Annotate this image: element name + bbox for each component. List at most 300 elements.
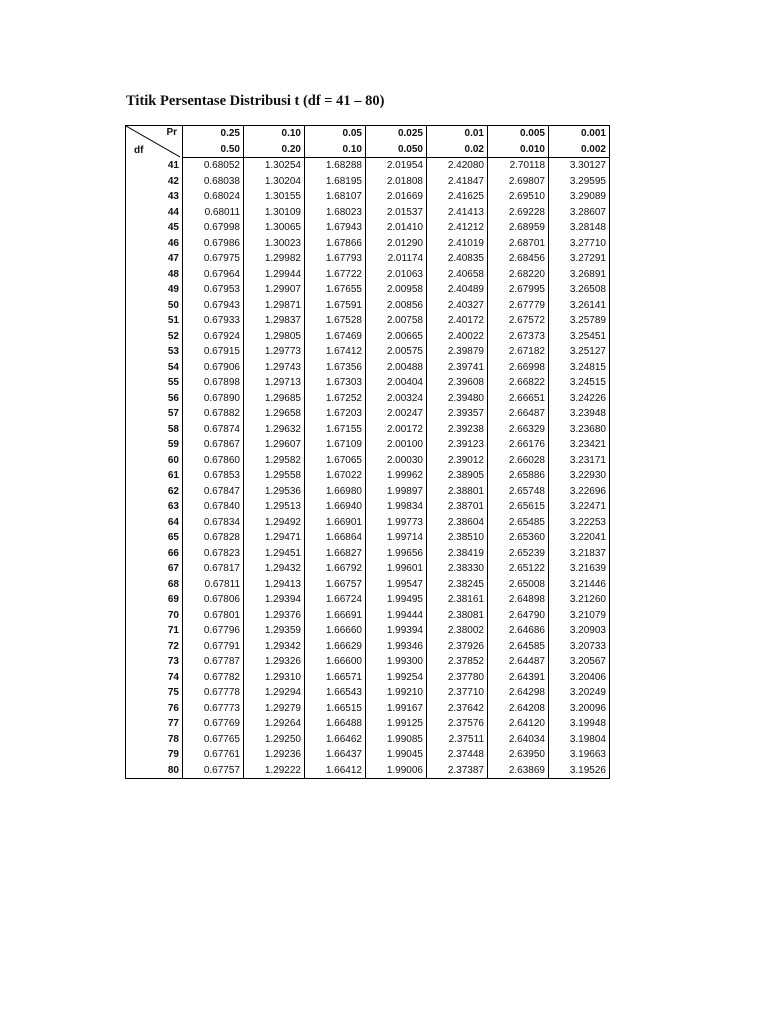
- value-cell: 1.30204: [244, 174, 305, 190]
- table-row: [126, 158, 610, 174]
- value-cell: 2.70118: [488, 158, 549, 174]
- value-cell: 2.00958: [366, 282, 427, 298]
- value-cell: 1.66543: [305, 685, 366, 701]
- value-cell: 2.63869: [488, 763, 549, 779]
- df-cell: 60: [126, 453, 183, 469]
- value-cell: 2.68701: [488, 236, 549, 252]
- df-cell: 67: [126, 561, 183, 577]
- value-cell: 3.22253: [549, 515, 610, 531]
- df-cell: 75: [126, 685, 183, 701]
- value-cell: 2.40489: [427, 282, 488, 298]
- value-cell: 1.67065: [305, 453, 366, 469]
- page-title: Titik Persentase Distribusi t (df = 41 – 80): [126, 93, 385, 109]
- value-cell: 1.66660: [305, 623, 366, 639]
- value-cell: 0.67953: [183, 282, 244, 298]
- value-cell: 2.01290: [366, 236, 427, 252]
- df-cell: 58: [126, 422, 183, 438]
- value-cell: 1.29451: [244, 546, 305, 562]
- value-cell: 2.38330: [427, 561, 488, 577]
- df-cell: 51: [126, 313, 183, 329]
- table-row: [126, 499, 610, 515]
- table-row: [126, 546, 610, 562]
- value-cell: 2.38905: [427, 468, 488, 484]
- value-cell: 3.26141: [549, 298, 610, 314]
- table-row: [126, 251, 610, 267]
- value-cell: 2.39012: [427, 453, 488, 469]
- value-cell: 2.39741: [427, 360, 488, 376]
- value-cell: 3.20096: [549, 701, 610, 717]
- table-row: [126, 530, 610, 546]
- table-body: [126, 158, 610, 779]
- value-cell: 0.67782: [183, 670, 244, 686]
- value-cell: 1.67943: [305, 220, 366, 236]
- value-cell: 1.29326: [244, 654, 305, 670]
- value-cell: 1.29250: [244, 732, 305, 748]
- value-cell: 2.64034: [488, 732, 549, 748]
- value-cell: 2.65615: [488, 499, 549, 515]
- value-cell: 2.64898: [488, 592, 549, 608]
- value-cell: 1.67109: [305, 437, 366, 453]
- df-cell: 42: [126, 174, 183, 190]
- value-cell: 1.99444: [366, 608, 427, 624]
- table-row: [126, 763, 610, 779]
- table-row: [126, 375, 610, 391]
- value-cell: 1.29982: [244, 251, 305, 267]
- df-cell: 78: [126, 732, 183, 748]
- value-cell: 1.66515: [305, 701, 366, 717]
- value-cell: 2.01063: [366, 267, 427, 283]
- value-cell: 2.01174: [366, 251, 427, 267]
- value-cell: 3.25127: [549, 344, 610, 360]
- value-cell: 1.67022: [305, 468, 366, 484]
- value-cell: 2.42080: [427, 158, 488, 174]
- table-row: [126, 236, 610, 252]
- value-cell: 2.66998: [488, 360, 549, 376]
- value-cell: 2.69510: [488, 189, 549, 205]
- value-cell: 3.19663: [549, 747, 610, 763]
- value-cell: 3.29595: [549, 174, 610, 190]
- value-cell: 3.26891: [549, 267, 610, 283]
- value-cell: 3.24515: [549, 375, 610, 391]
- value-cell: 1.30254: [244, 158, 305, 174]
- df-cell: 76: [126, 701, 183, 717]
- value-cell: 1.29413: [244, 577, 305, 593]
- value-cell: 1.30155: [244, 189, 305, 205]
- value-cell: 1.66412: [305, 763, 366, 779]
- table-row: [126, 205, 610, 221]
- value-cell: 1.29944: [244, 267, 305, 283]
- value-cell: 2.65485: [488, 515, 549, 531]
- header-one-tail-cell: 0.005: [488, 126, 549, 142]
- value-cell: 2.68220: [488, 267, 549, 283]
- value-cell: 1.68107: [305, 189, 366, 205]
- value-cell: 2.38002: [427, 623, 488, 639]
- table-row: [126, 282, 610, 298]
- df-cell: 72: [126, 639, 183, 655]
- value-cell: 2.39123: [427, 437, 488, 453]
- value-cell: 1.68195: [305, 174, 366, 190]
- value-cell: 0.68024: [183, 189, 244, 205]
- table-row: [126, 329, 610, 345]
- value-cell: 3.21639: [549, 561, 610, 577]
- df-cell: 53: [126, 344, 183, 360]
- value-cell: 0.67906: [183, 360, 244, 376]
- value-cell: 2.38701: [427, 499, 488, 515]
- value-cell: 1.66691: [305, 608, 366, 624]
- value-cell: 0.68011: [183, 205, 244, 221]
- value-cell: 0.67924: [183, 329, 244, 345]
- value-cell: 2.66651: [488, 391, 549, 407]
- value-cell: 1.29907: [244, 282, 305, 298]
- value-cell: 3.19804: [549, 732, 610, 748]
- value-cell: 2.00324: [366, 391, 427, 407]
- value-cell: 0.67898: [183, 375, 244, 391]
- table-row: [126, 468, 610, 484]
- value-cell: 3.21079: [549, 608, 610, 624]
- header-one-tail-cell: 0.01: [427, 126, 488, 142]
- value-cell: 3.23680: [549, 422, 610, 438]
- value-cell: 2.00488: [366, 360, 427, 376]
- value-cell: 2.38161: [427, 592, 488, 608]
- value-cell: 1.66600: [305, 654, 366, 670]
- value-cell: 3.23421: [549, 437, 610, 453]
- value-cell: 0.67986: [183, 236, 244, 252]
- value-cell: 3.28607: [549, 205, 610, 221]
- value-cell: 3.20249: [549, 685, 610, 701]
- value-cell: 2.65122: [488, 561, 549, 577]
- df-cell: 69: [126, 592, 183, 608]
- value-cell: 2.39480: [427, 391, 488, 407]
- value-cell: 2.37448: [427, 747, 488, 763]
- table-row: [126, 654, 610, 670]
- table-row: [126, 313, 610, 329]
- value-cell: 1.29607: [244, 437, 305, 453]
- df-cell: 46: [126, 236, 183, 252]
- df-cell: 74: [126, 670, 183, 686]
- header-one-tail-cell: 0.25: [183, 126, 244, 142]
- value-cell: 0.67860: [183, 453, 244, 469]
- value-cell: 2.37642: [427, 701, 488, 717]
- value-cell: 3.22471: [549, 499, 610, 515]
- value-cell: 0.67801: [183, 608, 244, 624]
- header-two-tail-cell: 0.20: [244, 142, 305, 158]
- value-cell: 0.67778: [183, 685, 244, 701]
- value-cell: 2.69228: [488, 205, 549, 221]
- value-cell: 2.66487: [488, 406, 549, 422]
- table-row: [126, 437, 610, 453]
- df-cell: 80: [126, 763, 183, 779]
- header-two-tail-cell: 0.002: [549, 142, 610, 158]
- header-one-tail-cell: 0.05: [305, 126, 366, 142]
- df-cell: 62: [126, 484, 183, 500]
- value-cell: 1.30109: [244, 205, 305, 221]
- df-cell: 61: [126, 468, 183, 484]
- value-cell: 3.23948: [549, 406, 610, 422]
- value-cell: 3.24815: [549, 360, 610, 376]
- value-cell: 1.67356: [305, 360, 366, 376]
- table-row: [126, 561, 610, 577]
- value-cell: 1.67252: [305, 391, 366, 407]
- value-cell: 2.39357: [427, 406, 488, 422]
- value-cell: 1.67591: [305, 298, 366, 314]
- value-cell: 0.67834: [183, 515, 244, 531]
- value-cell: 3.19526: [549, 763, 610, 779]
- value-cell: 1.67412: [305, 344, 366, 360]
- value-cell: 1.68288: [305, 158, 366, 174]
- value-cell: 2.38801: [427, 484, 488, 500]
- value-cell: 0.67882: [183, 406, 244, 422]
- value-cell: 0.67853: [183, 468, 244, 484]
- value-cell: 2.68959: [488, 220, 549, 236]
- table-row: [126, 732, 610, 748]
- value-cell: 1.66488: [305, 716, 366, 732]
- table-row: [126, 670, 610, 686]
- header-two-tail-cell: 0.050: [366, 142, 427, 158]
- value-cell: 1.99254: [366, 670, 427, 686]
- value-cell: 2.65239: [488, 546, 549, 562]
- value-cell: 0.67757: [183, 763, 244, 779]
- value-cell: 1.29837: [244, 313, 305, 329]
- df-cell: 59: [126, 437, 183, 453]
- df-cell: 44: [126, 205, 183, 221]
- value-cell: 1.29513: [244, 499, 305, 515]
- value-cell: 1.67655: [305, 282, 366, 298]
- value-cell: 2.38245: [427, 577, 488, 593]
- value-cell: 2.64487: [488, 654, 549, 670]
- table-row: [126, 267, 610, 283]
- value-cell: 3.24226: [549, 391, 610, 407]
- value-cell: 2.38419: [427, 546, 488, 562]
- value-cell: 1.67793: [305, 251, 366, 267]
- value-cell: 1.29773: [244, 344, 305, 360]
- value-cell: 2.38510: [427, 530, 488, 546]
- pr-label: Pr: [166, 127, 177, 138]
- value-cell: 1.99962: [366, 468, 427, 484]
- df-cell: 56: [126, 391, 183, 407]
- table-row: [126, 623, 610, 639]
- value-cell: 0.67828: [183, 530, 244, 546]
- value-cell: 2.37576: [427, 716, 488, 732]
- value-cell: 1.99210: [366, 685, 427, 701]
- table-row: [126, 701, 610, 717]
- value-cell: 1.29294: [244, 685, 305, 701]
- value-cell: 2.01808: [366, 174, 427, 190]
- table-row: [126, 174, 610, 190]
- df-cell: 79: [126, 747, 183, 763]
- value-cell: 1.67528: [305, 313, 366, 329]
- value-cell: 1.29264: [244, 716, 305, 732]
- value-cell: 1.29743: [244, 360, 305, 376]
- value-cell: 2.68456: [488, 251, 549, 267]
- value-cell: 3.28148: [549, 220, 610, 236]
- value-cell: 1.66940: [305, 499, 366, 515]
- value-cell: 1.29713: [244, 375, 305, 391]
- value-cell: 2.01537: [366, 205, 427, 221]
- value-cell: 2.66822: [488, 375, 549, 391]
- value-cell: 2.37926: [427, 639, 488, 655]
- value-cell: 3.26508: [549, 282, 610, 298]
- value-cell: 1.99394: [366, 623, 427, 639]
- value-cell: 2.66176: [488, 437, 549, 453]
- value-cell: 0.67975: [183, 251, 244, 267]
- value-cell: 0.67998: [183, 220, 244, 236]
- value-cell: 1.29658: [244, 406, 305, 422]
- df-cell: 68: [126, 577, 183, 593]
- value-cell: 1.99656: [366, 546, 427, 562]
- value-cell: 1.29582: [244, 453, 305, 469]
- value-cell: 3.21837: [549, 546, 610, 562]
- value-cell: 1.66757: [305, 577, 366, 593]
- value-cell: 2.01669: [366, 189, 427, 205]
- value-cell: 2.39879: [427, 344, 488, 360]
- value-cell: 2.37710: [427, 685, 488, 701]
- value-cell: 3.22696: [549, 484, 610, 500]
- table-row: [126, 515, 610, 531]
- value-cell: 0.67964: [183, 267, 244, 283]
- value-cell: 2.64585: [488, 639, 549, 655]
- value-cell: 1.67303: [305, 375, 366, 391]
- corner-cell: [126, 126, 183, 158]
- value-cell: 2.00172: [366, 422, 427, 438]
- value-cell: 2.67373: [488, 329, 549, 345]
- value-cell: 1.99167: [366, 701, 427, 717]
- table-row: [126, 685, 610, 701]
- df-cell: 57: [126, 406, 183, 422]
- df-cell: 55: [126, 375, 183, 391]
- value-cell: 2.67572: [488, 313, 549, 329]
- value-cell: 2.37852: [427, 654, 488, 670]
- value-cell: 3.19948: [549, 716, 610, 732]
- header-one-tail-cell: 0.025: [366, 126, 427, 142]
- df-cell: 45: [126, 220, 183, 236]
- value-cell: 1.66437: [305, 747, 366, 763]
- table-row: [126, 639, 610, 655]
- value-cell: 0.67769: [183, 716, 244, 732]
- df-cell: 41: [126, 158, 183, 174]
- value-cell: 3.20903: [549, 623, 610, 639]
- value-cell: 2.41847: [427, 174, 488, 190]
- value-cell: 2.67182: [488, 344, 549, 360]
- value-cell: 1.29222: [244, 763, 305, 779]
- value-cell: 2.64298: [488, 685, 549, 701]
- table-row: [126, 189, 610, 205]
- value-cell: 1.30023: [244, 236, 305, 252]
- value-cell: 3.25451: [549, 329, 610, 345]
- value-cell: 1.67866: [305, 236, 366, 252]
- value-cell: 2.40022: [427, 329, 488, 345]
- value-cell: 2.41019: [427, 236, 488, 252]
- df-cell: 52: [126, 329, 183, 345]
- value-cell: 0.67874: [183, 422, 244, 438]
- value-cell: 2.01410: [366, 220, 427, 236]
- table-row: [126, 406, 610, 422]
- value-cell: 2.39238: [427, 422, 488, 438]
- value-cell: 2.66329: [488, 422, 549, 438]
- value-cell: 1.67722: [305, 267, 366, 283]
- value-cell: 0.67773: [183, 701, 244, 717]
- value-cell: 1.66462: [305, 732, 366, 748]
- value-cell: 3.20567: [549, 654, 610, 670]
- value-cell: 2.64120: [488, 716, 549, 732]
- value-cell: 1.66724: [305, 592, 366, 608]
- value-cell: 1.66629: [305, 639, 366, 655]
- value-cell: 2.00030: [366, 453, 427, 469]
- table-row: [126, 484, 610, 500]
- value-cell: 3.25789: [549, 313, 610, 329]
- value-cell: 1.99773: [366, 515, 427, 531]
- df-cell: 64: [126, 515, 183, 531]
- value-cell: 2.00758: [366, 313, 427, 329]
- value-cell: 1.67469: [305, 329, 366, 345]
- value-cell: 0.67915: [183, 344, 244, 360]
- value-cell: 1.99346: [366, 639, 427, 655]
- value-cell: 2.40658: [427, 267, 488, 283]
- value-cell: 1.29432: [244, 561, 305, 577]
- value-cell: 3.30127: [549, 158, 610, 174]
- value-cell: 0.67890: [183, 391, 244, 407]
- value-cell: 0.67943: [183, 298, 244, 314]
- table-row: [126, 577, 610, 593]
- value-cell: 0.67796: [183, 623, 244, 639]
- value-cell: 1.29536: [244, 484, 305, 500]
- value-cell: 3.20733: [549, 639, 610, 655]
- value-cell: 2.65748: [488, 484, 549, 500]
- value-cell: 2.40835: [427, 251, 488, 267]
- value-cell: 2.00665: [366, 329, 427, 345]
- df-cell: 48: [126, 267, 183, 283]
- header-row-two-tail: [126, 142, 610, 158]
- value-cell: 1.99495: [366, 592, 427, 608]
- table-row: [126, 592, 610, 608]
- value-cell: 2.01954: [366, 158, 427, 174]
- value-cell: 2.67779: [488, 298, 549, 314]
- df-cell: 70: [126, 608, 183, 624]
- value-cell: 1.66571: [305, 670, 366, 686]
- value-cell: 2.40172: [427, 313, 488, 329]
- value-cell: 2.40327: [427, 298, 488, 314]
- value-cell: 0.68038: [183, 174, 244, 190]
- value-cell: 0.67817: [183, 561, 244, 577]
- value-cell: 1.67203: [305, 406, 366, 422]
- value-cell: 0.67840: [183, 499, 244, 515]
- value-cell: 1.29805: [244, 329, 305, 345]
- value-cell: 2.64686: [488, 623, 549, 639]
- table-row: [126, 360, 610, 376]
- value-cell: 1.99601: [366, 561, 427, 577]
- value-cell: 1.30065: [244, 220, 305, 236]
- value-cell: 2.37511: [427, 732, 488, 748]
- value-cell: 1.66901: [305, 515, 366, 531]
- value-cell: 2.65886: [488, 468, 549, 484]
- value-cell: 1.29310: [244, 670, 305, 686]
- value-cell: 0.67761: [183, 747, 244, 763]
- value-cell: 1.99006: [366, 763, 427, 779]
- header-two-tail-cell: 0.010: [488, 142, 549, 158]
- value-cell: 1.29632: [244, 422, 305, 438]
- value-cell: 1.29236: [244, 747, 305, 763]
- value-cell: 3.27710: [549, 236, 610, 252]
- value-cell: 2.67995: [488, 282, 549, 298]
- table-row: [126, 344, 610, 360]
- value-cell: 1.29871: [244, 298, 305, 314]
- t-distribution-table: [125, 125, 610, 779]
- df-cell: 43: [126, 189, 183, 205]
- header-one-tail-cell: 0.001: [549, 126, 610, 142]
- value-cell: 0.67811: [183, 577, 244, 593]
- value-cell: 1.66792: [305, 561, 366, 577]
- table-row: [126, 391, 610, 407]
- df-cell: 63: [126, 499, 183, 515]
